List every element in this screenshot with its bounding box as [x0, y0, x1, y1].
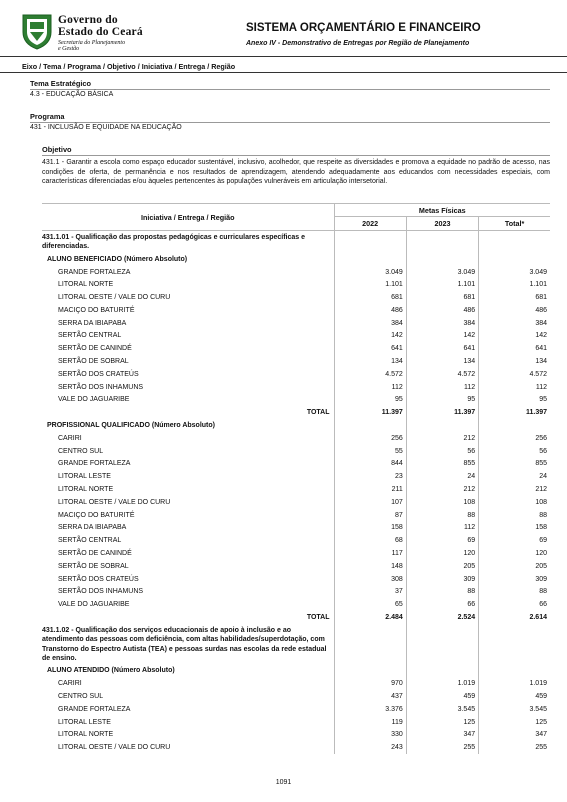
- value-2022: 37: [334, 586, 406, 599]
- table-row: [42, 534, 550, 547]
- table-row: [42, 470, 550, 483]
- region-name: GRANDE FORTALEZA: [58, 460, 131, 468]
- region-name: LITORAL OESTE / VALE DO CURU: [58, 498, 171, 506]
- value-2022: 486: [334, 304, 406, 317]
- region-name: SERRA DA IBIAPABA: [58, 319, 127, 327]
- value-2022: 119: [334, 716, 406, 729]
- table-row: [42, 496, 550, 509]
- table-row: [42, 522, 550, 535]
- table-row: [42, 291, 550, 304]
- page-header: [0, 0, 567, 56]
- value-2023: 88: [406, 509, 478, 522]
- breadcrumb-divider: [0, 72, 567, 73]
- total-label: TOTAL: [306, 409, 330, 417]
- value-total: 108: [479, 496, 550, 509]
- value-2023: 142: [406, 330, 478, 343]
- value-2022: 4.572: [334, 368, 406, 381]
- value-2022: 437: [334, 690, 406, 703]
- value-2023: 212: [406, 432, 478, 445]
- objetivo-divider: [42, 155, 550, 156]
- region-name: LITORAL NORTE: [58, 281, 114, 289]
- value-2023: 384: [406, 317, 478, 330]
- state-seal-icon: [20, 12, 54, 50]
- value-2022: 1.101: [334, 278, 406, 291]
- region-name: LITORAL OESTE / VALE DO CURU: [58, 294, 171, 302]
- value-2023: 212: [406, 483, 478, 496]
- value-total: 309: [479, 573, 550, 586]
- table-row: [42, 278, 550, 291]
- region-name: GRANDE FORTALEZA: [58, 268, 131, 276]
- value-total: 66: [479, 598, 550, 611]
- logo-secretaria: Secretaria do Planejamento: [58, 40, 126, 46]
- value-2023: 125: [406, 716, 478, 729]
- indicator-label: ALUNO ATENDIDO (Número Absoluto): [47, 667, 175, 675]
- empty-cell: [406, 419, 478, 432]
- table-row: [42, 330, 550, 343]
- table-row: [42, 547, 550, 560]
- table-row: [42, 560, 550, 573]
- value-total: 212: [479, 483, 550, 496]
- value-total: 95: [479, 394, 550, 407]
- value-total: 256: [479, 432, 550, 445]
- value-2022: 3.376: [334, 703, 406, 716]
- value-total: 205: [479, 560, 550, 573]
- region-name: LITORAL OESTE / VALE DO CURU: [58, 744, 171, 752]
- value-2022: 2.484: [334, 611, 406, 624]
- logo-line-3: [58, 40, 125, 52]
- value-2023: 205: [406, 560, 478, 573]
- region-name: CENTRO SUL: [58, 447, 104, 455]
- government-logo: [20, 12, 158, 52]
- region-name: LITORAL NORTE: [58, 731, 114, 739]
- value-total: 459: [479, 690, 550, 703]
- tema-divider: [30, 89, 550, 90]
- value-2023: 309: [406, 573, 478, 586]
- table-row: [42, 677, 550, 690]
- table-row: [42, 355, 550, 368]
- region-name: SERTÃO DOS CRATEÚS: [58, 370, 139, 378]
- region-name: SERTÃO DE CANINDÉ: [58, 550, 132, 558]
- value-2023: 641: [406, 342, 478, 355]
- value-2022: 142: [334, 330, 406, 343]
- value-2022: 107: [334, 496, 406, 509]
- table-row: [42, 266, 550, 279]
- value-2023: 1.019: [406, 677, 478, 690]
- logo-gestao: e Gestão: [58, 46, 80, 52]
- table-row: [42, 368, 550, 381]
- value-2022: 641: [334, 342, 406, 355]
- objetivo-label: Objetivo: [42, 145, 72, 154]
- value-2023: 486: [406, 304, 478, 317]
- value-total: 1.019: [479, 677, 550, 690]
- value-total: 3.049: [479, 266, 550, 279]
- value-2022: 681: [334, 291, 406, 304]
- empty-cell: [406, 253, 478, 266]
- system-title: SISTEMA ORÇAMENTÁRIO E FINANCEIRO: [246, 22, 481, 34]
- region-name: LITORAL LESTE: [58, 718, 111, 726]
- table-row: [42, 741, 550, 754]
- report-subtitle: Anexo IV - Demonstrativo de Entregas por Região de Planejamento: [246, 40, 470, 47]
- value-total: 2.614: [479, 611, 550, 624]
- value-2022: 87: [334, 509, 406, 522]
- logo-line-2: Estado do Ceará: [58, 26, 143, 38]
- table-row: [42, 690, 550, 703]
- tema-label: Tema Estratégico: [30, 79, 92, 88]
- col-total: Total*: [479, 217, 550, 231]
- value-2022: 211: [334, 483, 406, 496]
- empty-cell: [334, 624, 406, 665]
- region-name: SERTÃO CENTRAL: [58, 332, 122, 340]
- value-total: 88: [479, 509, 550, 522]
- value-2022: 117: [334, 547, 406, 560]
- indicator-label: ALUNO BENEFICIADO (Número Absoluto): [47, 255, 188, 263]
- value-2022: 158: [334, 522, 406, 535]
- value-2023: 2.524: [406, 611, 478, 624]
- value-2022: 384: [334, 317, 406, 330]
- value-2022: 970: [334, 677, 406, 690]
- page-number: 1091: [275, 779, 292, 786]
- col-metas-header: Metas Físicas: [334, 204, 550, 217]
- empty-cell: [334, 665, 406, 678]
- value-2023: 4.572: [406, 368, 478, 381]
- table-row: [42, 394, 550, 407]
- value-total: 4.572: [479, 368, 550, 381]
- table-row: [42, 304, 550, 317]
- table-row: [42, 509, 550, 522]
- value-total: 1.101: [479, 278, 550, 291]
- value-2023: 3.049: [406, 266, 478, 279]
- value-2022: 3.049: [334, 266, 406, 279]
- value-2023: 459: [406, 690, 478, 703]
- table-row: [42, 231, 550, 253]
- tema-value: 4.3 - EDUCAÇÃO BÁSICA: [30, 91, 114, 98]
- value-2022: 68: [334, 534, 406, 547]
- table-row: [42, 432, 550, 445]
- value-total: 158: [479, 522, 550, 535]
- table-header-row: [42, 204, 550, 217]
- empty-cell: [334, 231, 406, 253]
- table-row: [42, 665, 550, 678]
- table-row: [42, 598, 550, 611]
- value-2022: 11.397: [334, 406, 406, 419]
- value-total: 142: [479, 330, 550, 343]
- value-total: 3.545: [479, 703, 550, 716]
- value-2023: 56: [406, 445, 478, 458]
- table-row: [42, 317, 550, 330]
- value-2023: 855: [406, 458, 478, 471]
- programa-label: Programa: [30, 112, 65, 121]
- region-name: MACIÇO DO BATURITÉ: [58, 306, 135, 314]
- region-name: SERTÃO DOS CRATEÚS: [58, 575, 139, 583]
- table-row: [42, 381, 550, 394]
- value-2023: 120: [406, 547, 478, 560]
- empty-cell: [406, 231, 478, 253]
- region-name: CENTRO SUL: [58, 693, 104, 701]
- value-total: 125: [479, 716, 550, 729]
- col-initiative-header: Iniciativa / Entrega / Região: [42, 204, 334, 231]
- value-2023: 11.397: [406, 406, 478, 419]
- value-2022: 55: [334, 445, 406, 458]
- value-2022: 65: [334, 598, 406, 611]
- empty-cell: [406, 665, 478, 678]
- col-year-2023: 2023: [406, 217, 478, 231]
- region-name: CARIRI: [58, 680, 82, 688]
- value-2023: 108: [406, 496, 478, 509]
- table-row: [42, 624, 550, 665]
- value-2022: 844: [334, 458, 406, 471]
- value-2022: 243: [334, 741, 406, 754]
- value-total: 347: [479, 729, 550, 742]
- table-row: [42, 483, 550, 496]
- metas-table: [42, 203, 550, 754]
- empty-cell: [479, 231, 550, 253]
- region-name: SERTÃO DE SOBRAL: [58, 358, 129, 366]
- table-row: [42, 716, 550, 729]
- region-name: CARIRI: [58, 434, 82, 442]
- value-2023: 681: [406, 291, 478, 304]
- region-name: LITORAL LESTE: [58, 473, 111, 481]
- region-name: SERTÃO DOS INHAMUNS: [58, 383, 144, 391]
- value-total: 120: [479, 547, 550, 560]
- table-body: [42, 231, 550, 755]
- empty-cell: [479, 624, 550, 665]
- region-name: MACIÇO DO BATURITÉ: [58, 511, 135, 519]
- value-2023: 69: [406, 534, 478, 547]
- table-row: [42, 445, 550, 458]
- value-total: 641: [479, 342, 550, 355]
- programa-divider: [30, 122, 550, 123]
- value-2023: 347: [406, 729, 478, 742]
- value-2022: 330: [334, 729, 406, 742]
- table-row: [42, 729, 550, 742]
- value-2022: 112: [334, 381, 406, 394]
- value-2023: 255: [406, 741, 478, 754]
- programa-value: 431 - INCLUSÃO E EQUIDADE NA EDUCAÇÃO: [30, 124, 182, 131]
- region-name: VALE DO JAGUARIBE: [58, 396, 130, 404]
- region-name: SERTÃO CENTRAL: [58, 537, 122, 545]
- region-name: GRANDE FORTALEZA: [58, 705, 131, 713]
- region-name: SERTÃO DE SOBRAL: [58, 562, 129, 570]
- value-2023: 95: [406, 394, 478, 407]
- table-row: [42, 406, 550, 419]
- value-total: 134: [479, 355, 550, 368]
- value-2022: 95: [334, 394, 406, 407]
- value-2023: 24: [406, 470, 478, 483]
- value-total: 681: [479, 291, 550, 304]
- empty-cell: [334, 253, 406, 266]
- value-total: 384: [479, 317, 550, 330]
- value-2022: 256: [334, 432, 406, 445]
- value-total: 255: [479, 741, 550, 754]
- initiative-label: 431.1.01 - Qualificação das propostas pedagógicas e curriculares específicas e diferenciadas.: [42, 234, 306, 251]
- value-total: 56: [479, 445, 550, 458]
- objetivo-text: 431.1 - Garantir a escola como espaço educador sustentável, inclusivo, acolhedor, que respeite as diversidades e promova a equidade no padrão de acesso, nas condições de oferta, de permanência e nos resultados de aprendizagem, atendendo adequadamente aos educandos com necessidades especiais, com características diferenciadas e/ou àqueles pertencentes às populações vulneráveis em articulação intersetorial.: [42, 159, 550, 185]
- region-name: LITORAL NORTE: [58, 486, 114, 494]
- value-total: 24: [479, 470, 550, 483]
- value-2023: 112: [406, 522, 478, 535]
- breadcrumb: Eixo / Tema / Programa / Objetivo / Iniciativa / Entrega / Região: [22, 62, 236, 71]
- initiative-label: 431.1.02 - Qualificação dos serviços educacionais de apoio à inclusão e ao atendimento das pessoas com deficiência, com altas habilidades/superdotação, com Transtorno do Espectro Autista (TEA) e pessoas surdas nas escolas da rede estadual de ensino.: [42, 626, 327, 663]
- table-row: [42, 419, 550, 432]
- table-row: [42, 342, 550, 355]
- region-name: SERTÃO DE CANINDÉ: [58, 345, 132, 353]
- value-2023: 1.101: [406, 278, 478, 291]
- value-2023: 88: [406, 586, 478, 599]
- region-name: VALE DO JAGUARIBE: [58, 601, 130, 609]
- empty-cell: [406, 624, 478, 665]
- empty-cell: [479, 665, 550, 678]
- value-total: 69: [479, 534, 550, 547]
- value-total: 486: [479, 304, 550, 317]
- value-total: 112: [479, 381, 550, 394]
- value-2022: 148: [334, 560, 406, 573]
- value-2023: 112: [406, 381, 478, 394]
- table-row: [42, 573, 550, 586]
- region-name: SERTÃO DOS INHAMUNS: [58, 588, 144, 596]
- empty-cell: [479, 253, 550, 266]
- header-divider: [0, 56, 567, 57]
- table-row: [42, 586, 550, 599]
- col-year-2022: 2022: [334, 217, 406, 231]
- value-total: 88: [479, 586, 550, 599]
- value-2022: 23: [334, 470, 406, 483]
- table-row: [42, 611, 550, 624]
- value-2023: 134: [406, 355, 478, 368]
- indicator-label: PROFISSIONAL QUALIFICADO (Número Absoluto): [47, 422, 215, 430]
- empty-cell: [479, 419, 550, 432]
- table-row: [42, 703, 550, 716]
- value-2022: 134: [334, 355, 406, 368]
- value-2023: 66: [406, 598, 478, 611]
- empty-cell: [334, 419, 406, 432]
- value-total: 11.397: [479, 406, 550, 419]
- region-name: SERRA DA IBIAPABA: [58, 524, 127, 532]
- value-2022: 308: [334, 573, 406, 586]
- table-row: [42, 253, 550, 266]
- total-label: TOTAL: [306, 614, 330, 622]
- table-row: [42, 458, 550, 471]
- value-2023: 3.545: [406, 703, 478, 716]
- value-total: 855: [479, 458, 550, 471]
- logo-line-1: Governo do: [58, 14, 118, 26]
